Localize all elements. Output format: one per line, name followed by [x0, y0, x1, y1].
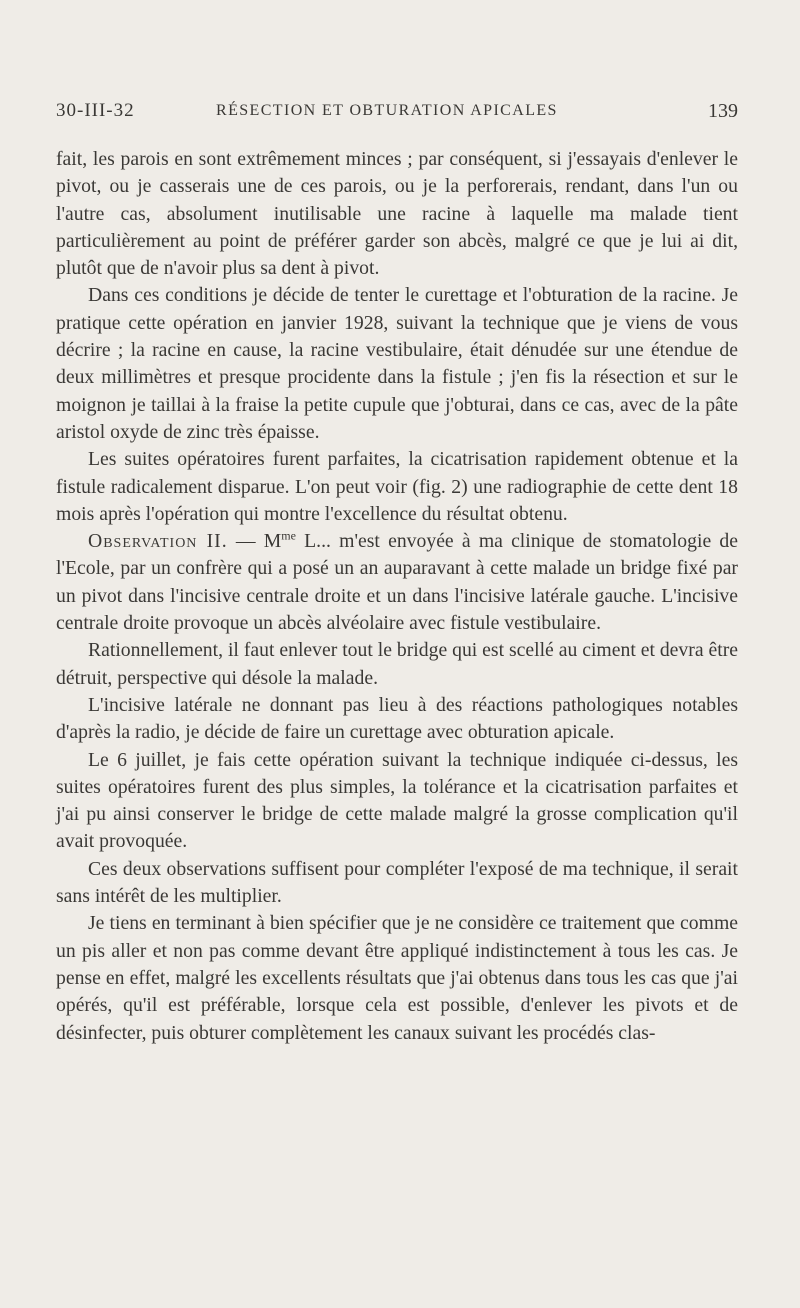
paragraph-5: Rationnellement, il faut enlever tout le bridge qui est scellé au ciment et devra être détruit, perspective qui désole la malade. [56, 639, 738, 689]
page-number: 139 [708, 100, 738, 122]
paragraph-9: Je tiens en terminant à bien spécifier que je ne considère ce traitement que comme un pis aller et non pas comme devant être appliqué indistinctement à tous les cas. Je pense en effet, malgré les excellents résultats que j'ai obtenus dans tous les cas que j'ai opérés, qu'il est préférable, lorsque cela est possible, d'enlever les pivots et de désinfecter, puis obturer complètement les canaux suivant les procédés clas- [56, 912, 738, 1044]
paragraph-3: Les suites opératoires furent parfaites, la cicatrisation rapidement obtenue et la fistule radicalement disparue. L'on peut voir (fig. 2) une radiographie de cette dent 18 mois après l'opération qui montre l'excellence du résultat obtenu. [56, 448, 738, 525]
paragraph-6: L'incisive latérale ne donnant pas lieu à des réactions pathologiques notables d'après la radio, je décide de faire un curettage avec obturation apicale. [56, 693, 738, 744]
observation-text: L... m'est envoyée à ma clinique de stomatologie de l'Ecole, par un confrère qui a posé un an auparavant à cette malade un bridge fixé par un pivot dans l'incisive centrale droite et un dans l'incisive latérale gauche. L'incisive centrale droite provoque un abcès alvéolaire avec fistule vestibulaire. [56, 530, 738, 635]
header-date: 30-III-32 [56, 100, 135, 121]
observation-paragraph [56, 528, 738, 637]
paragraph-8: Ces deux observations suffisent pour compléter l'exposé de ma technique, il serait sans intérêt de les multiplier. [56, 857, 738, 908]
header-title: RÉSECTION ET OBTURATION APICALES [216, 102, 558, 119]
observation-mme-sup: me [281, 528, 296, 543]
paragraph-1: fait, les parois en sont extrêmement minces ; par conséquent, si j'essayais d'enlever le pivot, ou je casserais une de ces parois, ou je la perforerais, rendant, dans l'un ou l'autre cas, absolument inutilisable une racine à laquelle ma malade tient particulièrement au point de préférer garder son abcès, malgré ce que je lui ai dit, plutôt que de n'avoir plus sa dent à pivot. [56, 148, 738, 280]
running-header [56, 100, 738, 132]
observation-dash: — M [227, 530, 282, 553]
body-text [56, 146, 738, 1047]
paragraph-7: Le 6 juillet, je fais cette opération suivant la technique indiquée ci-dessus, les suites opératoires furent des plus simples, la tolérance et la cicatrisation parfaites et j'ai pu ainsi conserver le bridge de cette malade malgré la grosse complication qu'il avait provoquée. [56, 748, 738, 853]
paragraph-2: Dans ces conditions je décide de tenter le curettage et l'obturation de la racine. Je pratique cette opération en janvier 1928, suivant la technique que je viens de vous décrire ; la racine en cause, la racine vestibulaire, était dénudée sur une étendue de deux millimètres et presque procidente dans la fistule ; j'en fis la résection et sur le moignon je taillai à la fraise la petite cupule que j'obturai, dans ce cas, avec de la pâte aristol oxyde de zinc très épaisse. [56, 284, 738, 443]
observation-label: Observation II. [88, 530, 228, 553]
